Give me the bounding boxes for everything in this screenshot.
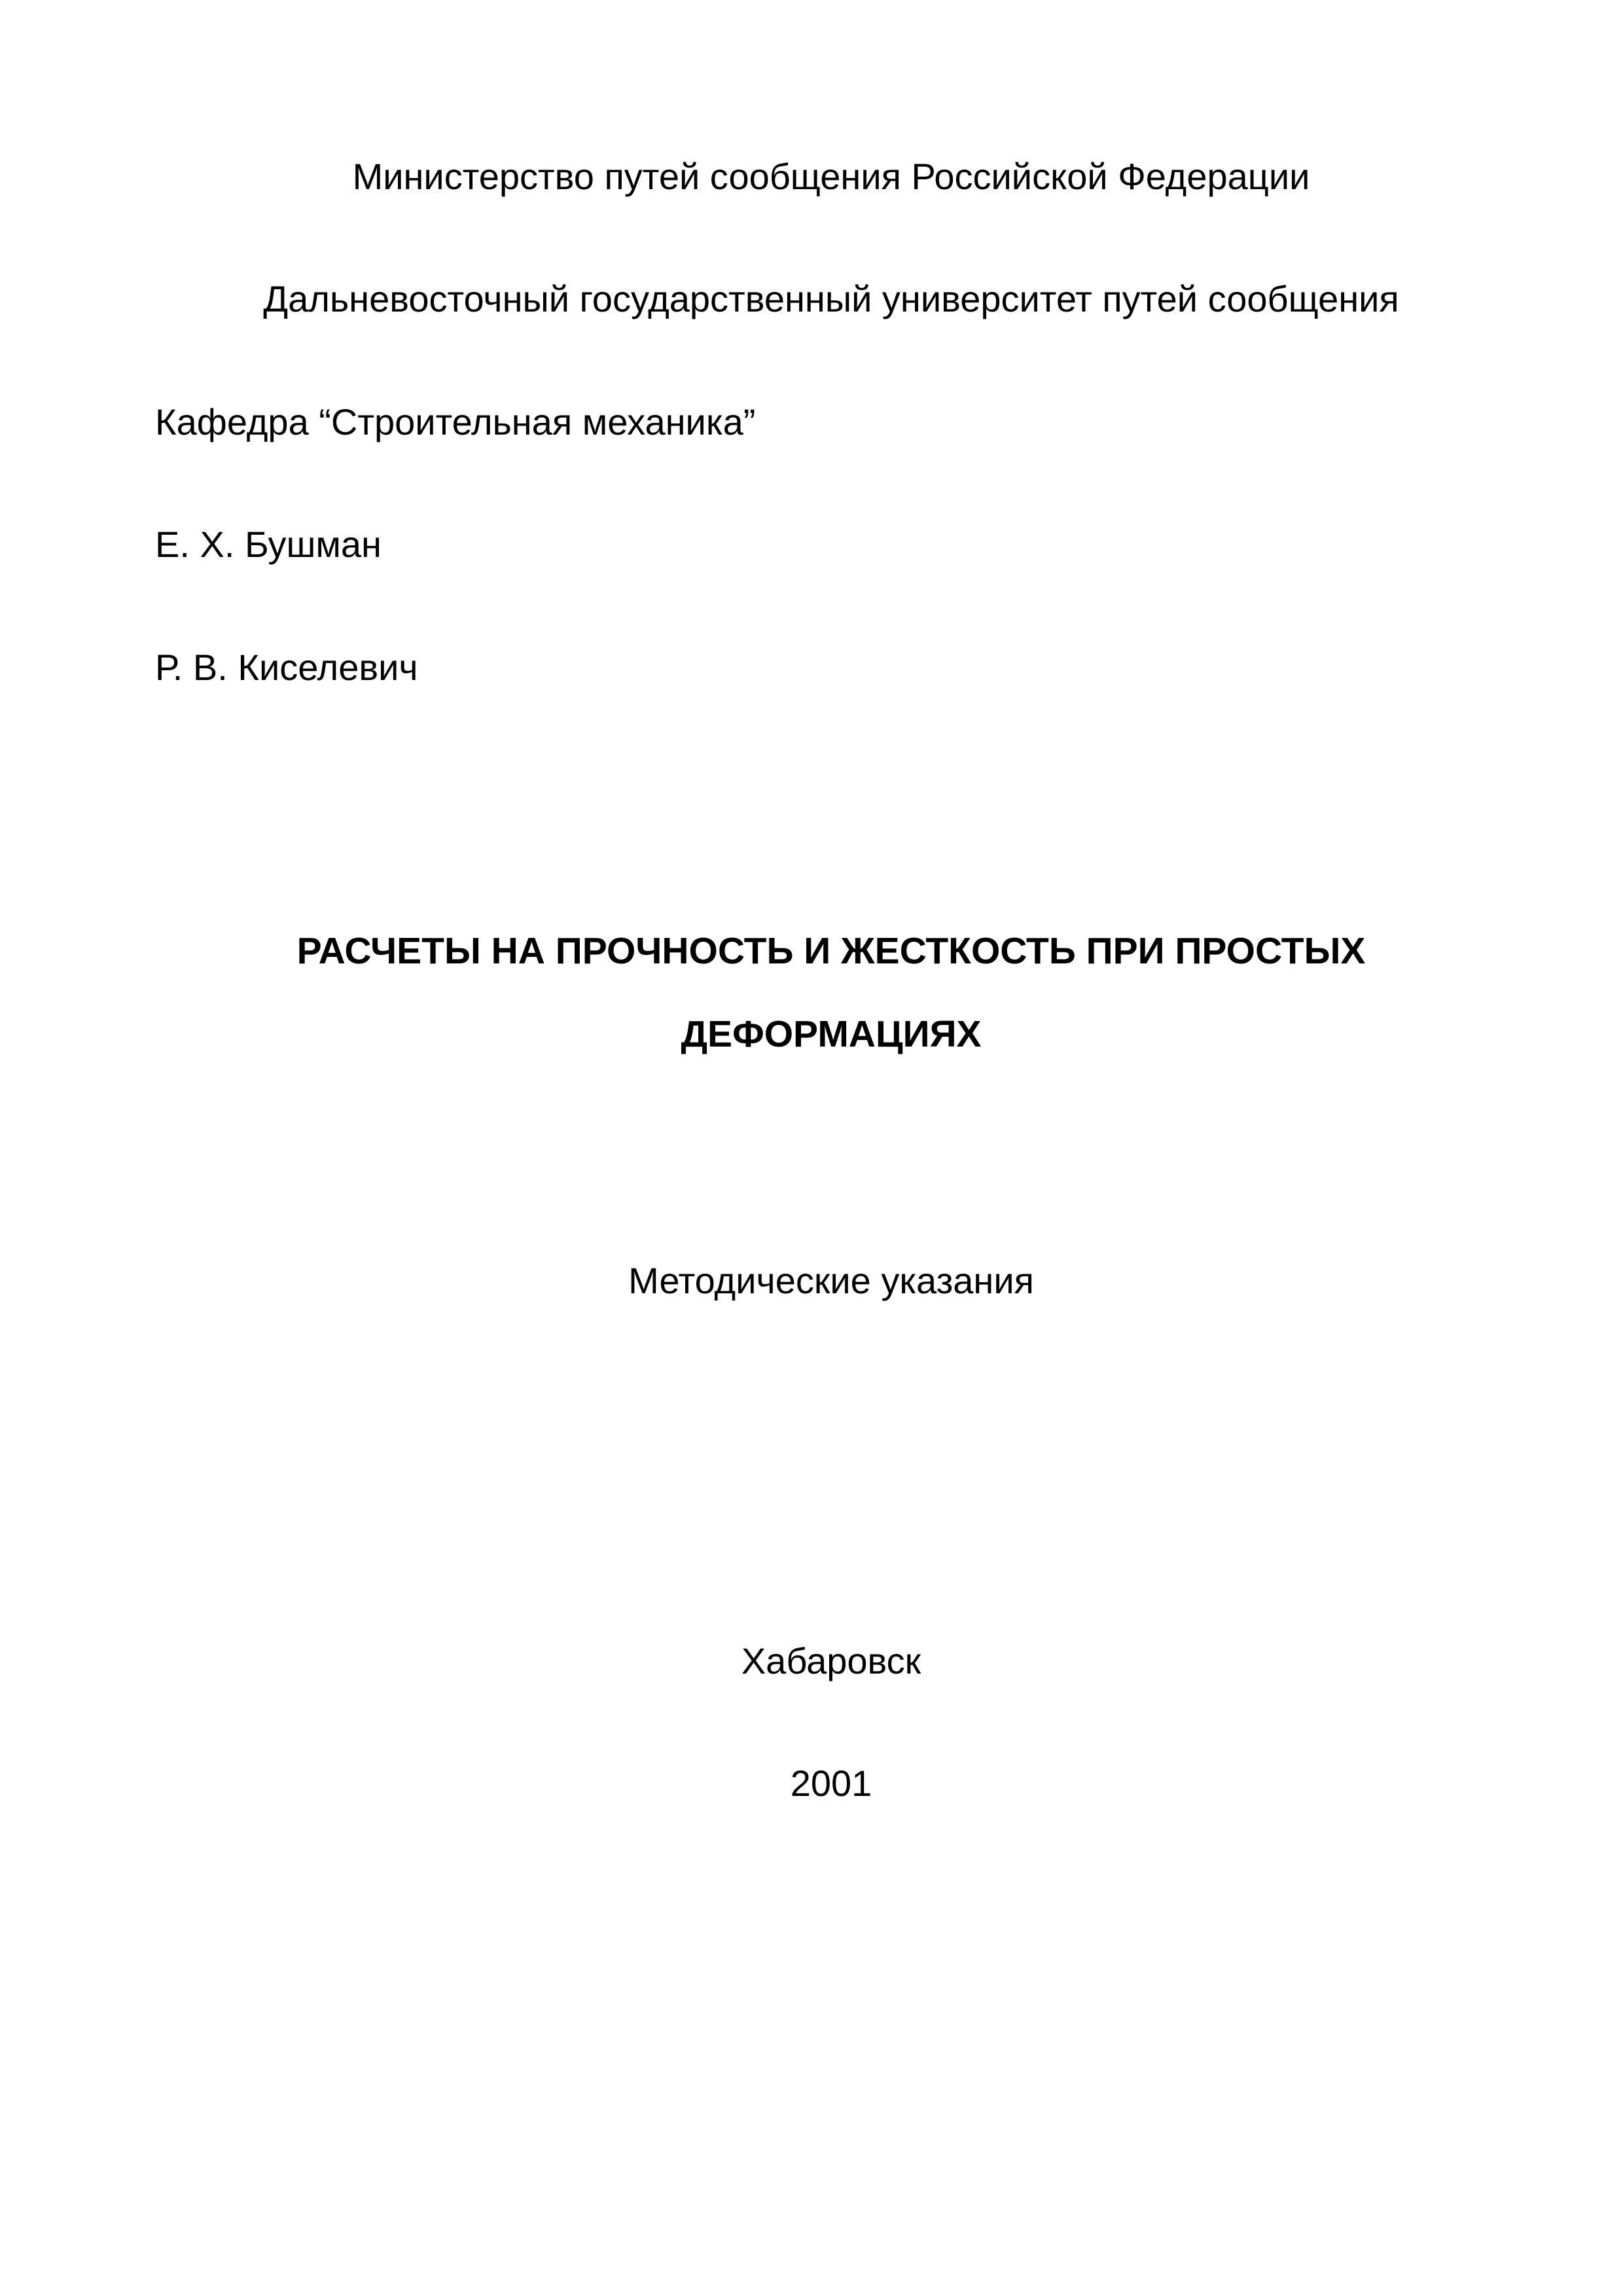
author-1: Е. Х. Бушман bbox=[155, 524, 382, 565]
document-title-line-2: ДЕФОРМАЦИЯХ bbox=[681, 1013, 982, 1055]
document-title-line-1: РАСЧЕТЫ НА ПРОЧНОСТЬ И ЖЕСТКОСТЬ ПРИ ПРОСТЫХ bbox=[296, 930, 1366, 972]
department-name: Кафедра “Строительная механика” bbox=[155, 401, 756, 442]
publication-city: Хабаровск bbox=[741, 1640, 921, 1681]
publication-year: 2001 bbox=[790, 1763, 872, 1804]
document-type: Методические указания bbox=[628, 1260, 1034, 1301]
university-name: Дальневосточный государственный университет путей сообщения bbox=[263, 278, 1399, 319]
author-2: Р. В. Киселевич bbox=[155, 647, 418, 688]
ministry-name: Министерство путей сообщения Российской Федерации bbox=[352, 156, 1310, 197]
